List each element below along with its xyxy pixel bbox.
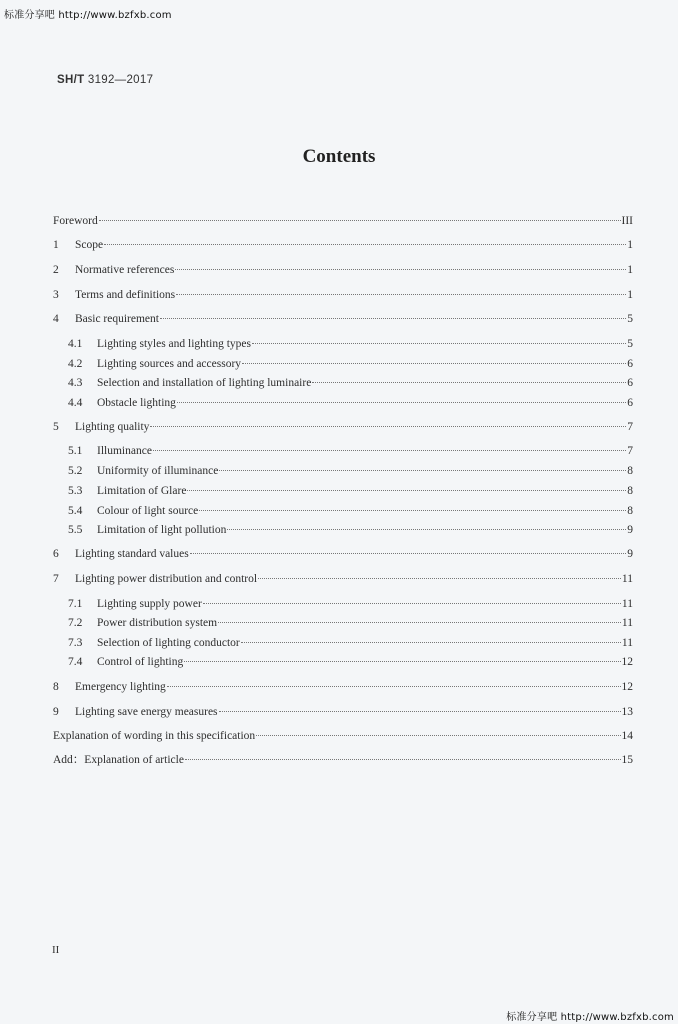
toc-entry-page: 1	[627, 239, 633, 251]
toc-entry[interactable]	[68, 357, 633, 372]
toc-entry-number: 8	[53, 681, 59, 693]
toc-dot-leader	[227, 529, 626, 530]
toc-entry[interactable]	[53, 572, 633, 587]
toc-entry-label: Basic requirement	[75, 313, 159, 325]
toc-entry[interactable]	[53, 420, 633, 435]
toc-entry[interactable]	[68, 376, 633, 391]
toc-dot-leader	[150, 426, 626, 427]
toc-entry-number: 9	[53, 706, 59, 718]
toc-dot-leader	[312, 382, 626, 383]
toc-dot-leader	[104, 244, 626, 245]
toc-entry-number: 4.4	[68, 397, 83, 409]
toc-entry[interactable]	[68, 523, 633, 538]
toc-entry-page: 12	[621, 656, 633, 668]
toc-entry-page: III	[621, 215, 633, 227]
toc-entry-page: 15	[621, 754, 633, 766]
toc-entry-label: Scope	[75, 239, 104, 251]
toc-entry[interactable]	[68, 597, 633, 612]
toc-entry-label: Selection of lighting conductor	[97, 637, 240, 649]
toc-entry[interactable]	[68, 444, 633, 459]
toc-entry-page: 11	[621, 617, 633, 629]
toc-entry-number: 5.2	[68, 465, 83, 477]
toc-entry-number: 7	[53, 573, 59, 585]
toc-entry[interactable]	[53, 753, 633, 768]
toc-entry[interactable]	[68, 464, 633, 479]
toc-entry[interactable]	[68, 636, 633, 651]
toc-dot-leader	[219, 711, 621, 712]
toc-entry-label: Lighting supply power	[97, 598, 202, 610]
toc-dot-leader	[199, 510, 626, 511]
toc-dot-leader	[167, 686, 621, 687]
toc-entry[interactable]	[68, 396, 633, 411]
watermark-bottom: 标准分享吧 http://www.bzfxb.com	[506, 1012, 674, 1023]
toc-dot-leader	[241, 642, 621, 643]
toc-entry-label: Limitation of light pollution	[97, 524, 227, 536]
toc-entry-label: Lighting quality	[75, 421, 150, 433]
toc-entry-number: 6	[53, 548, 59, 560]
toc-entry-number: 4.3	[68, 377, 83, 389]
toc-entry[interactable]	[68, 337, 633, 352]
toc-entry-label: Normative references	[75, 264, 175, 276]
toc-entry-label: Colour of light source	[97, 505, 199, 517]
toc-entry-label: Explanation of wording in this specification	[53, 730, 256, 742]
toc-entry-number: 7.4	[68, 656, 83, 668]
toc-entry-page: 5	[627, 338, 633, 350]
toc-dot-leader	[256, 735, 620, 736]
toc-dot-leader	[252, 343, 626, 344]
toc-entry[interactable]	[53, 729, 633, 744]
toc-entry-label: Illuminance	[97, 445, 152, 457]
toc-dot-leader	[160, 318, 626, 319]
toc-entry-label: Uniformity of illuminance	[97, 465, 219, 477]
toc-entry[interactable]	[53, 312, 633, 327]
toc-entry-label: Power distribution system	[97, 617, 218, 629]
toc-dot-leader	[184, 661, 620, 662]
toc-entry-page: 9	[627, 548, 633, 560]
toc-entry-page: 11	[621, 573, 633, 585]
toc-dot-leader	[258, 578, 621, 579]
toc-entry-label: Emergency lighting	[75, 681, 166, 693]
toc-entry-label: Limitation of Glare	[97, 485, 187, 497]
toc-dot-leader	[187, 490, 626, 491]
toc-entry-page: 8	[627, 465, 633, 477]
toc-entry-number: 3	[53, 289, 59, 301]
toc-entry[interactable]	[68, 616, 633, 631]
toc-dot-leader	[175, 269, 626, 270]
toc-entry[interactable]	[53, 288, 633, 303]
toc-dot-leader	[176, 294, 626, 295]
toc-entry-number: 5.3	[68, 485, 83, 497]
toc-entry-label: Control of lighting	[97, 656, 184, 668]
toc-entry-number: 4	[53, 313, 59, 325]
toc-entry-page: 6	[627, 397, 633, 409]
toc-entry[interactable]	[68, 504, 633, 519]
toc-entry-number: 5.5	[68, 524, 83, 536]
toc-entry-number: 2	[53, 264, 59, 276]
toc-entry-page: 1	[627, 289, 633, 301]
toc-entry-number: 5.1	[68, 445, 83, 457]
toc-entry[interactable]	[53, 238, 633, 253]
toc-dot-leader	[153, 450, 626, 451]
toc-dot-leader	[99, 220, 621, 221]
toc-entry-label: Terms and definitions	[75, 289, 176, 301]
toc-entry-page: 11	[621, 637, 633, 649]
toc-entry-number: 7.2	[68, 617, 83, 629]
toc-entry-label: Lighting save energy measures	[75, 706, 218, 718]
toc-entry-number: 7.1	[68, 598, 83, 610]
toc-entry-number: 7.3	[68, 637, 83, 649]
toc-entry-page: 5	[627, 313, 633, 325]
toc-entry-number: 4.1	[68, 338, 83, 350]
toc-entry[interactable]	[53, 214, 633, 229]
watermark-top: 标准分享吧 http://www.bzfxb.com	[4, 10, 172, 21]
toc-entry-number: 4.2	[68, 358, 83, 370]
toc-entry-number: 1	[53, 239, 59, 251]
toc-entry-number: 5.4	[68, 505, 83, 517]
toc-entry[interactable]	[53, 263, 633, 278]
toc-dot-leader	[190, 553, 626, 554]
toc-entry-page: 1	[627, 264, 633, 276]
toc-entry[interactable]	[53, 680, 633, 695]
toc-entry-page: 11	[621, 598, 633, 610]
toc-entry[interactable]	[53, 705, 633, 720]
toc-entry-label: Lighting standard values	[75, 548, 189, 560]
toc-entry-page: 8	[627, 505, 633, 517]
toc-entry-label: Foreword	[53, 215, 98, 227]
toc-dot-leader	[242, 363, 626, 364]
toc-entry-page: 9	[627, 524, 633, 536]
toc-entry-page: 6	[627, 358, 633, 370]
document-code-number: 3192—2017	[84, 74, 154, 86]
toc-entry-page: 14	[621, 730, 633, 742]
toc-entry-label: Lighting power distribution and control	[75, 573, 258, 585]
toc-dot-leader	[203, 603, 621, 604]
toc-entry[interactable]	[68, 655, 633, 670]
page-title: Contents	[302, 146, 376, 167]
toc-entry-page: 7	[627, 421, 633, 433]
toc-entry-label: Add：Explanation of article	[53, 754, 184, 766]
toc-entry-label: Obstacle lighting	[97, 397, 176, 409]
toc-dot-leader	[218, 622, 621, 623]
toc-entry-page: 6	[627, 377, 633, 389]
toc-entry[interactable]	[53, 547, 633, 562]
toc-entry-page: 8	[627, 485, 633, 497]
document-code-prefix: SH/T	[57, 74, 85, 86]
toc-entry[interactable]	[68, 484, 633, 499]
toc-entry-label: Lighting sources and accessory	[97, 358, 242, 370]
toc-entry-page: 12	[621, 681, 633, 693]
toc-entry-page: 13	[621, 706, 633, 718]
toc-dot-leader	[185, 759, 621, 760]
toc-dot-leader	[219, 470, 626, 471]
toc-dot-leader	[177, 402, 626, 403]
toc-entry-number: 5	[53, 421, 59, 433]
toc-entry-page: 7	[627, 445, 633, 457]
toc-entry-label: Lighting styles and lighting types	[97, 338, 251, 350]
page-number: II	[52, 944, 60, 956]
toc-entry-label: Selection and installation of lighting luminaire	[97, 377, 312, 389]
